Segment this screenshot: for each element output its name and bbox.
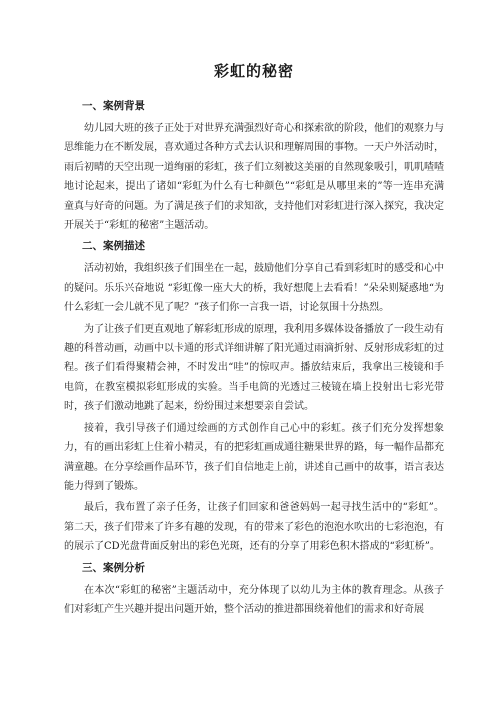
page-title: 彩虹的秘密 xyxy=(213,62,294,80)
paragraph: 为了让孩子们更直观地了解彩虹形成的原理，我利用多媒体设备播放了一段生动有趣的科普动画，动画中以卡通的形式详细讲解了阳光通过雨滴折射、反射形成彩虹的过程。孩子们看得聚精会神，不时发出“哇”的惊叹声。播放结束后，我拿出三棱镜和手电筒，在教室模拟彩虹形成的实验。当手电筒的光透过三棱镜在墙上投射出七彩光带时，孩子们激动地跳了起来，纷纷围过来想要亲自尝试。 xyxy=(64,323,444,413)
section-analysis xyxy=(64,561,444,620)
paragraph: 接着，我引导孩子们通过绘画的方式创作自己心中的彩虹。孩子们充分发挥想象力，有的画出彩虹上住着小精灵，有的把彩虹画成通往糖果世界的路，每一幅作品都充满童趣。在分享绘画作品环节，孩子们自信地走上前，讲述自己画中的故事，语言表达能力得到了锻炼。 xyxy=(64,422,444,492)
section-heading: 三、案例分析 xyxy=(82,561,145,574)
paragraph: 最后，我布置了亲子任务，让孩子们回家和爸爸妈妈一起寻找生活中的“彩虹”。第二天，孩子们带来了许多有趣的发现，有的带来了彩色的泡泡水吹出的七彩泡泡，有的展示了CD光盘背面反射出的彩色光斑，还有的分享了用彩色积木搭成的“彩虹桥”。 xyxy=(64,502,444,553)
paragraph: 在本次“彩虹的秘密”主题活动中，充分体现了以幼儿为主体的教育理念。从孩子们对彩虹产生兴趣并提出问题开始，整个活动的推进都围绕着他们的需求和好奇展 xyxy=(64,584,444,615)
section-heading: 二、案例描述 xyxy=(82,240,145,253)
paragraph: 活动初始，我组织孩子们围坐在一起，鼓励他们分享自己看到彩虹时的感受和心中的疑问。乐乐兴奋地说 “彩虹像一座大大的桥，我好想爬上去看看！”朵朵则疑惑地“为什么彩虹一会儿就不见了呢？”孩子们你一言我一语，讨论氛围十分热烈。 xyxy=(64,263,444,314)
section-background xyxy=(64,99,444,235)
paragraph: 幼儿园大班的孩子正处于对世界充满强烈好奇心和探索欲的阶段，他们的观察力与思维能力在不断发展，喜欢通过各种方式去认识和理解周围的事物。一天户外活动时，雨后初晴的天空出现一道绚丽的彩虹，孩子们立刻被这美丽的自然现象吸引，叽叽喳喳地讨论起来，提出了诸如“彩虹为什么有七种颜色”“彩虹是从哪里来的”等一连串充满童真与好奇的问题。为了满足孩子们的求知欲，支持他们对彩虹进行深入探究，我决定开展关于“彩虹的秘密”主题活动。 xyxy=(64,123,444,232)
section-heading: 一、案例背景 xyxy=(82,100,145,112)
section-description xyxy=(64,239,444,556)
